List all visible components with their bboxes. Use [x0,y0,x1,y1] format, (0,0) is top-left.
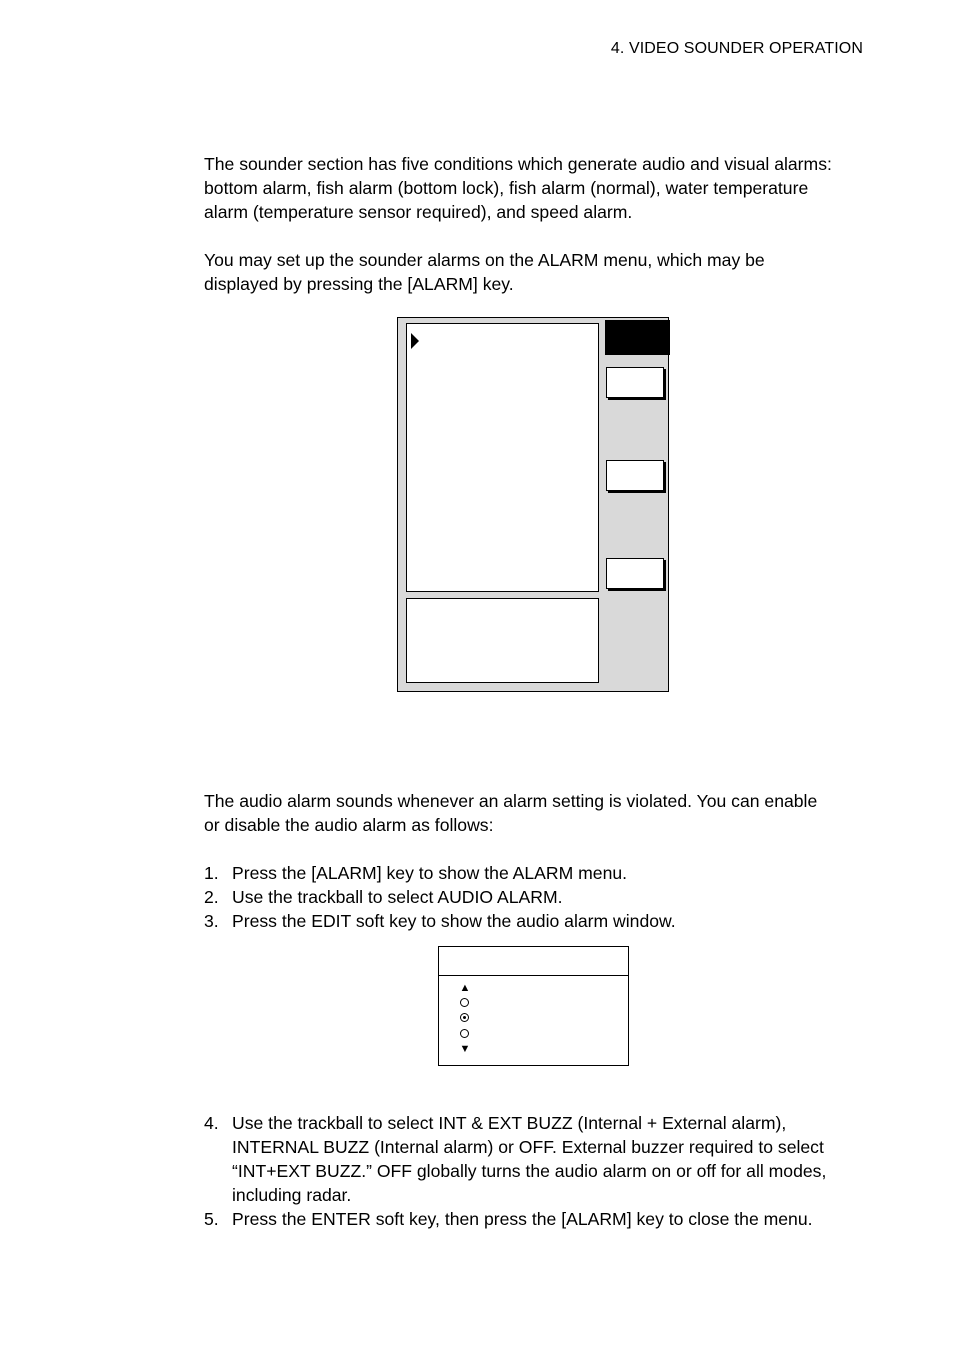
radio-icon-selected[interactable] [460,1013,469,1022]
intro-paragraph [204,152,874,224]
cursor-triangle-icon [411,333,419,349]
step-text [232,1111,826,1207]
step-number: 1. [204,863,219,883]
intro-line: alarm (temperature sensor required), and speed alarm. [204,202,633,222]
audio-alarm-window [438,946,629,1066]
step-line: Press the [ALARM] key to show the ALARM menu. [232,863,628,883]
audio-intro-line: or disable the audio alarm as follows: [204,815,494,835]
menu-intro-line: You may set up the sounder alarms on the ALARM menu, which may be [204,250,765,270]
alarm-menu-guide-box [406,598,599,683]
step-line: Use the trackball to select AUDIO ALARM. [232,887,563,907]
step-number: 5. [204,1209,219,1229]
audio-intro-paragraph [204,789,874,837]
step-line: Use the trackball to select INT & EXT BUZZ (Internal + External alarm), [232,1113,787,1133]
menu-intro-line: displayed by pressing the [ALARM] key. [204,274,514,294]
down-arrow-icon[interactable]: ▼ [459,1043,471,1055]
page-header: 4. VIDEO SOUNDER OPERATION [610,40,863,57]
radio-icon[interactable] [460,1029,469,1038]
audio-alarm-window-title-bar [439,947,628,976]
soft-key-2[interactable] [606,460,664,491]
menu-intro-paragraph [204,248,874,296]
step-number: 2. [204,887,219,907]
intro-line: The sounder section has five conditions which generate audio and visual alarms: [204,154,832,174]
step-number: 4. [204,1113,219,1133]
soft-key-3[interactable] [606,558,664,589]
step-text [232,1207,813,1231]
step-line: including radar. [232,1185,352,1205]
step-line: Press the EDIT soft key to show the audio alarm window. [232,911,676,931]
up-arrow-icon[interactable]: ▲ [459,982,471,994]
soft-key-1[interactable] [606,367,664,398]
audio-intro-line: The audio alarm sounds whenever an alarm setting is violated. You can enable [204,791,818,811]
step-text [232,885,563,909]
step-line: “INT+EXT BUZZ.” OFF globally turns the audio alarm on or off for all modes, [232,1161,827,1181]
step-line: Press the ENTER soft key, then press the [ALARM] key to close the menu. [232,1209,813,1229]
step-line: INTERNAL BUZZ (Internal alarm) or OFF. External buzzer required to select [232,1137,824,1157]
step-number: 3. [204,911,219,931]
soft-key-title-bar [605,320,670,355]
intro-line: bottom alarm, fish alarm (bottom lock), fish alarm (normal), water temperature [204,178,809,198]
step-text [232,861,627,885]
alarm-menu-list [406,323,599,592]
alarm-menu-figure [397,317,669,692]
step-text [232,909,676,933]
radio-icon[interactable] [460,998,469,1007]
